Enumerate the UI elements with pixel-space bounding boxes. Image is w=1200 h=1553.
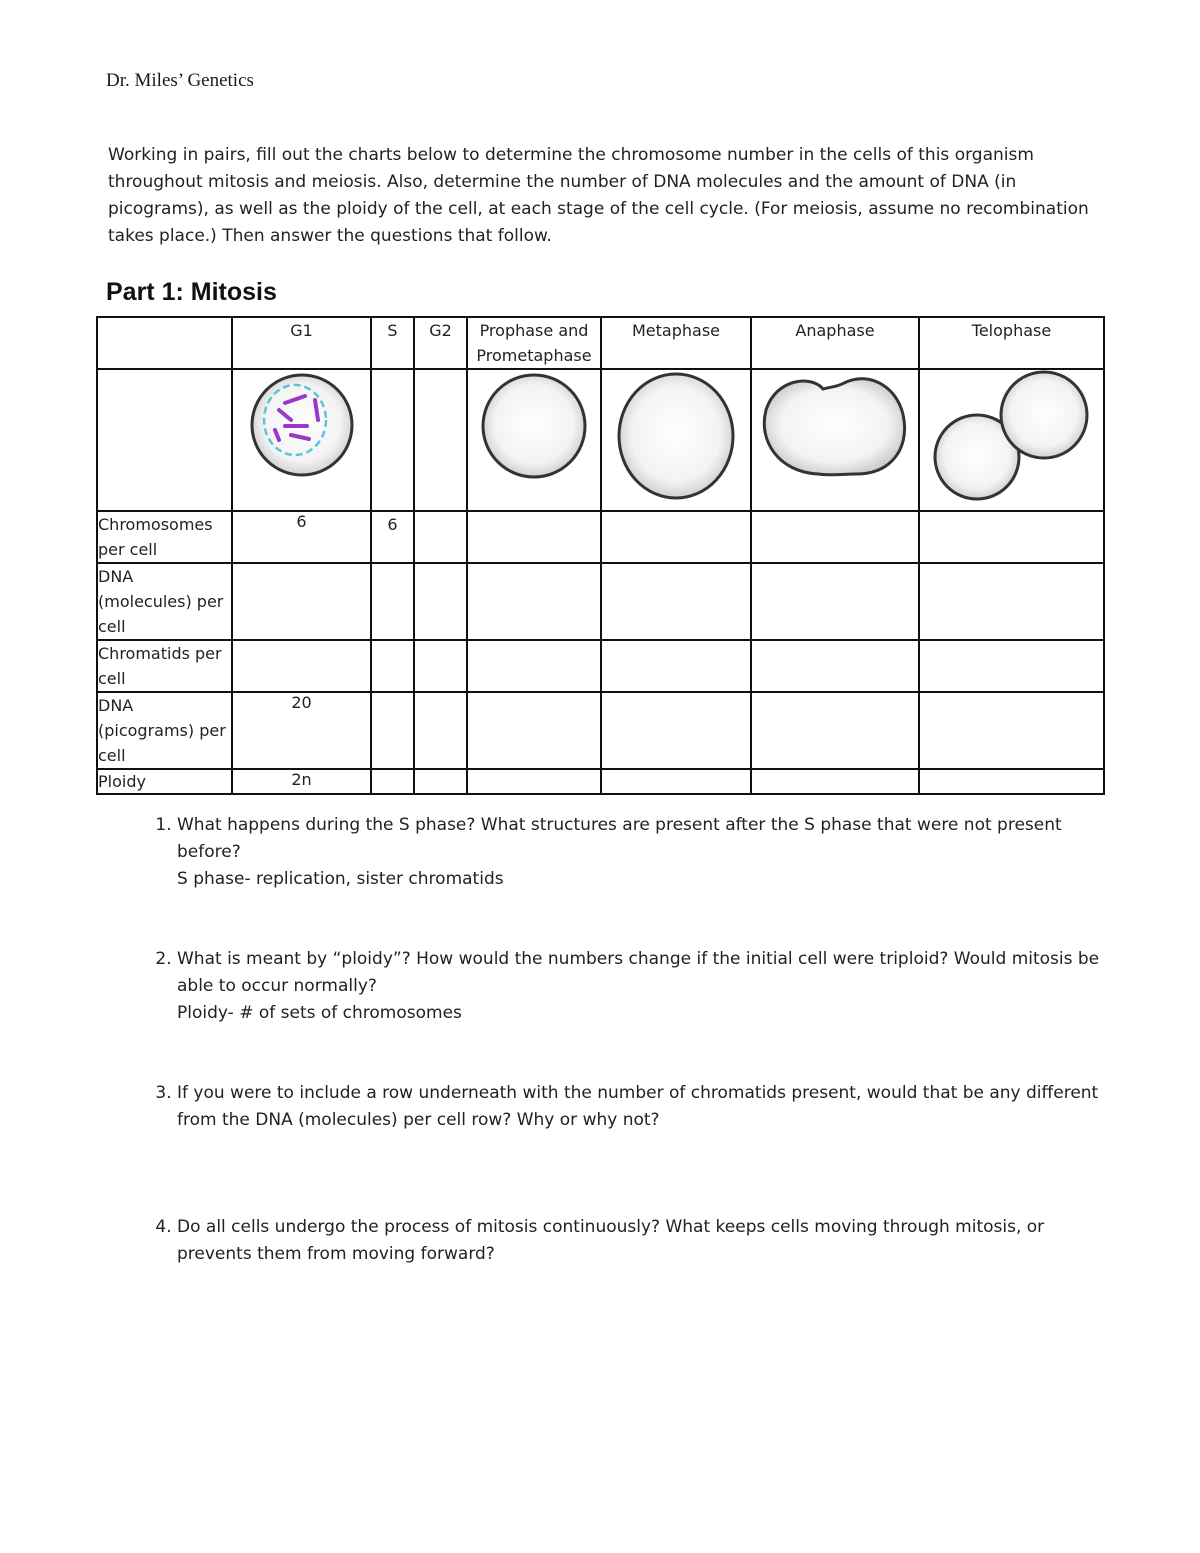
g2-dna-molecules[interactable] <box>414 563 467 640</box>
prophase-ploidy[interactable] <box>467 769 601 794</box>
row-label-dna-picograms: DNA (picograms) per cell <box>97 692 232 769</box>
metaphase-ploidy[interactable] <box>601 769 751 794</box>
images-row-label <box>97 369 232 511</box>
anaphase-cell-illustration <box>760 370 910 482</box>
document-header: Dr. Miles’ Genetics <box>106 70 254 91</box>
mitosis-table <box>96 316 1105 795</box>
anaphase-dna-molecules[interactable] <box>751 563 919 640</box>
question-1 <box>177 812 1107 893</box>
s-dna-picograms[interactable] <box>371 692 414 769</box>
s-chromosomes[interactable]: 6 <box>371 511 414 563</box>
anaphase-dna-picograms[interactable] <box>751 692 919 769</box>
part-1-title: Part 1: Mitosis <box>106 278 277 306</box>
table-row <box>97 511 1104 563</box>
g2-image-cell <box>414 369 467 511</box>
telophase-cell-illustration <box>930 370 1094 504</box>
question-4 <box>177 1214 1107 1268</box>
question-3 <box>177 1080 1107 1134</box>
metaphase-chromosomes[interactable] <box>601 511 751 563</box>
row-label-chromosomes: Chromosomes per cell <box>97 511 232 563</box>
col-header-metaphase: Metaphase <box>601 317 751 369</box>
table-row <box>97 692 1104 769</box>
s-dna-molecules[interactable] <box>371 563 414 640</box>
telophase-chromosomes[interactable] <box>919 511 1104 563</box>
s-ploidy[interactable] <box>371 769 414 794</box>
metaphase-dna-molecules[interactable] <box>601 563 751 640</box>
col-header-g1: G1 <box>232 317 371 369</box>
table-row <box>97 769 1104 794</box>
metaphase-chromatids[interactable] <box>601 640 751 692</box>
anaphase-chromosomes[interactable] <box>751 511 919 563</box>
instructions-paragraph: Working in pairs, fill out the charts below to determine the chromosome number in the cells of this organism throughout mitosis and meiosis. Also, determine the number of DNA molecules and the amount of DNA (in picograms), as well as the ploidy of the cell, at each stage of the cell cycle. (For meiosis, assume no recombination takes place.) Then answer the questions that follow. <box>108 145 1089 246</box>
g1-ploidy[interactable]: 2n <box>232 769 371 794</box>
col-header-g2: G2 <box>414 317 467 369</box>
answer-text[interactable]: S phase- replication, sister chromatids <box>177 869 504 889</box>
g1-image-cell <box>232 369 371 511</box>
g1-chromatids[interactable] <box>232 640 371 692</box>
telophase-dna-molecules[interactable] <box>919 563 1104 640</box>
g1-dna-picograms[interactable]: 20 <box>232 692 371 769</box>
anaphase-image-cell <box>751 369 919 511</box>
anaphase-ploidy[interactable] <box>751 769 919 794</box>
prophase-chromatids[interactable] <box>467 640 601 692</box>
answer-text[interactable]: Ploidy- # of sets of chromosomes <box>177 1003 462 1023</box>
prophase-dna-picograms[interactable] <box>467 692 601 769</box>
g2-chromatids[interactable] <box>414 640 467 692</box>
s-image-cell <box>371 369 414 511</box>
telophase-dna-picograms[interactable] <box>919 692 1104 769</box>
question-text: If you were to include a row underneath with the number of chromatids present, would that be any different from the DNA (molecules) per cell row? Why or why not? <box>177 1083 1099 1130</box>
row-label-chromatids: Chromatids per cell <box>97 640 232 692</box>
header-corner <box>97 317 232 369</box>
col-header-s: S <box>371 317 414 369</box>
question-2 <box>177 946 1107 1027</box>
g1-chromosomes[interactable]: 6 <box>232 511 371 563</box>
question-text: What happens during the S phase? What structures are present after the S phase that were not present before? <box>177 815 1062 862</box>
questions-list <box>140 812 1107 1321</box>
table-row <box>97 640 1104 692</box>
col-header-prophase: Prophase and Prometaphase <box>467 317 601 369</box>
prophase-dna-molecules[interactable] <box>467 563 601 640</box>
question-text: What is meant by “ploidy”? How would the numbers change if the initial cell were triploid? Would mitosis be able to occur normally? <box>177 949 1100 996</box>
row-label-dna-molecules: DNA (molecules) per cell <box>97 563 232 640</box>
metaphase-cell-illustration <box>615 370 737 502</box>
telophase-ploidy[interactable] <box>919 769 1104 794</box>
cell-images-row <box>97 369 1104 511</box>
row-label-ploidy: Ploidy <box>97 769 232 794</box>
telophase-chromatids[interactable] <box>919 640 1104 692</box>
anaphase-chromatids[interactable] <box>751 640 919 692</box>
telophase-image-cell <box>919 369 1104 511</box>
table-row <box>97 563 1104 640</box>
g1-cell-illustration <box>247 370 357 480</box>
col-header-telophase: Telophase <box>919 317 1104 369</box>
s-chromatids[interactable] <box>371 640 414 692</box>
question-text: Do all cells undergo the process of mitosis continuously? What keeps cells moving through mitosis, or prevents them from moving forward? <box>177 1217 1045 1264</box>
metaphase-dna-picograms[interactable] <box>601 692 751 769</box>
g2-chromosomes[interactable] <box>414 511 467 563</box>
prophase-image-cell <box>467 369 601 511</box>
prophase-cell-illustration <box>478 370 590 482</box>
table-header-row <box>97 317 1104 369</box>
g2-dna-picograms[interactable] <box>414 692 467 769</box>
prophase-chromosomes[interactable] <box>467 511 601 563</box>
metaphase-image-cell <box>601 369 751 511</box>
col-header-anaphase: Anaphase <box>751 317 919 369</box>
g2-ploidy[interactable] <box>414 769 467 794</box>
g1-dna-molecules[interactable] <box>232 563 371 640</box>
